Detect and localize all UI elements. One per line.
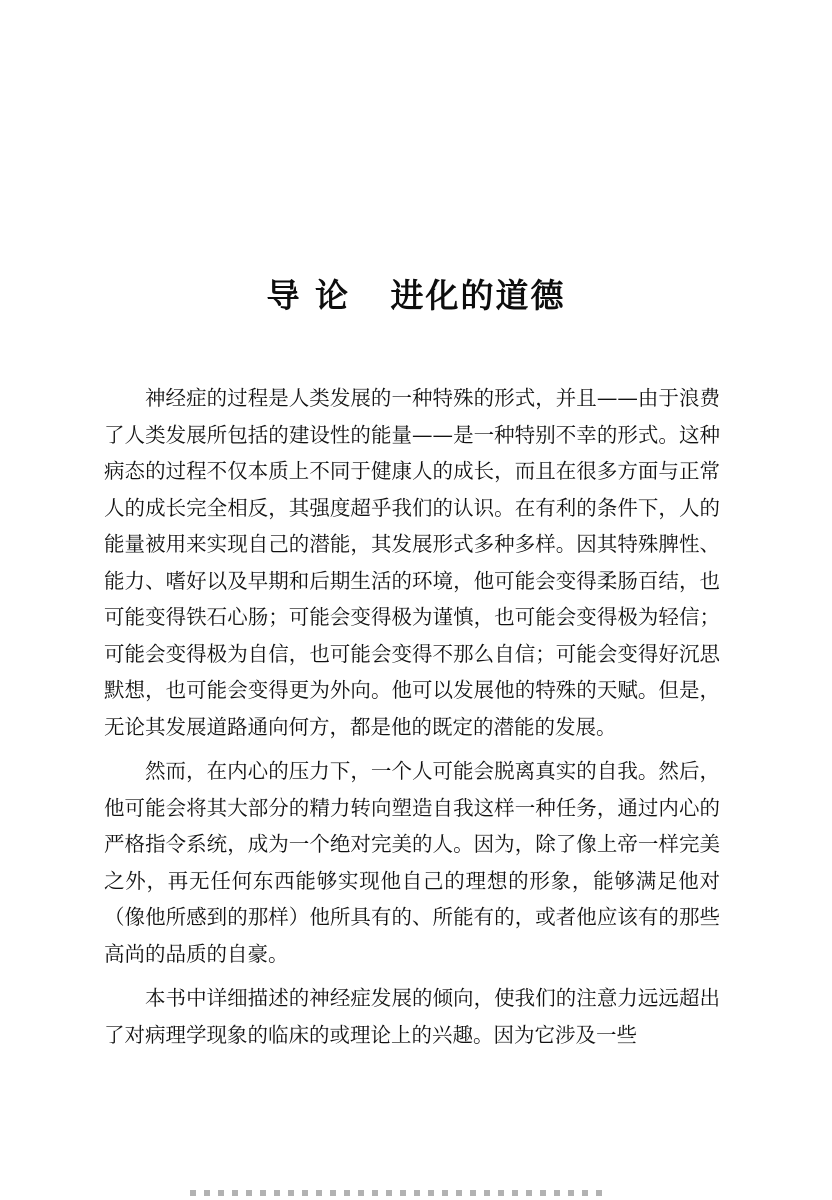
- scan-footer-artifact: [190, 1190, 610, 1196]
- paragraph-1: 神经症的过程是人类发展的一种特殊的形式，并且——由于浪费了人类发展所包括的建设性的能量——是一种特别不幸的形式。这种病态的过程不仅本质上不同于健康人的成长，而且在很多方面与正常人的成长完全相反，其强度超乎我们的认识。在有利的条件下，人的能量被用来实现自己的潜能，其发展形式多种多样。因其特殊脾性、能力、嗜好以及早期和后期生活的环境，他可能会变得柔肠百结，也可能变得铁石心肠；可能会变得极为谨慎，也可能会变得极为轻信；可能会变得极为自信，也可能会变得不那么自信；可能会变得好沉思默想，也可能会变得更为外向。他可以发展他的特殊的天赋。但是，无论其发展道路通向何方，都是他的既定的潜能的发展。: [104, 386, 720, 739]
- paragraph-2: 然而，在内心的压力下，一个人可能会脱离真实的自我。然后，他可能会将其大部分的精力转向塑造自我这样一种任务，通过内心的严格指令系统，成为一个绝对完美的人。因为，除了像上帝一样完美之外，再无任何东西能够实现他自己的理想的形象，能够满足他对（像他所感到的那样）他所具有的、所能有的，或者他应该有的那些高尚的品质的自豪。: [104, 759, 720, 966]
- body-text: [104, 380, 720, 1061]
- paragraph-3: 本书中详细描述的神经症发展的倾向，使我们的注意力远远超出了对病理学现象的临床的或理论上的兴趣。因为它涉及一些: [104, 986, 720, 1047]
- chapter-title: 导 论 进化的道德: [266, 276, 566, 315]
